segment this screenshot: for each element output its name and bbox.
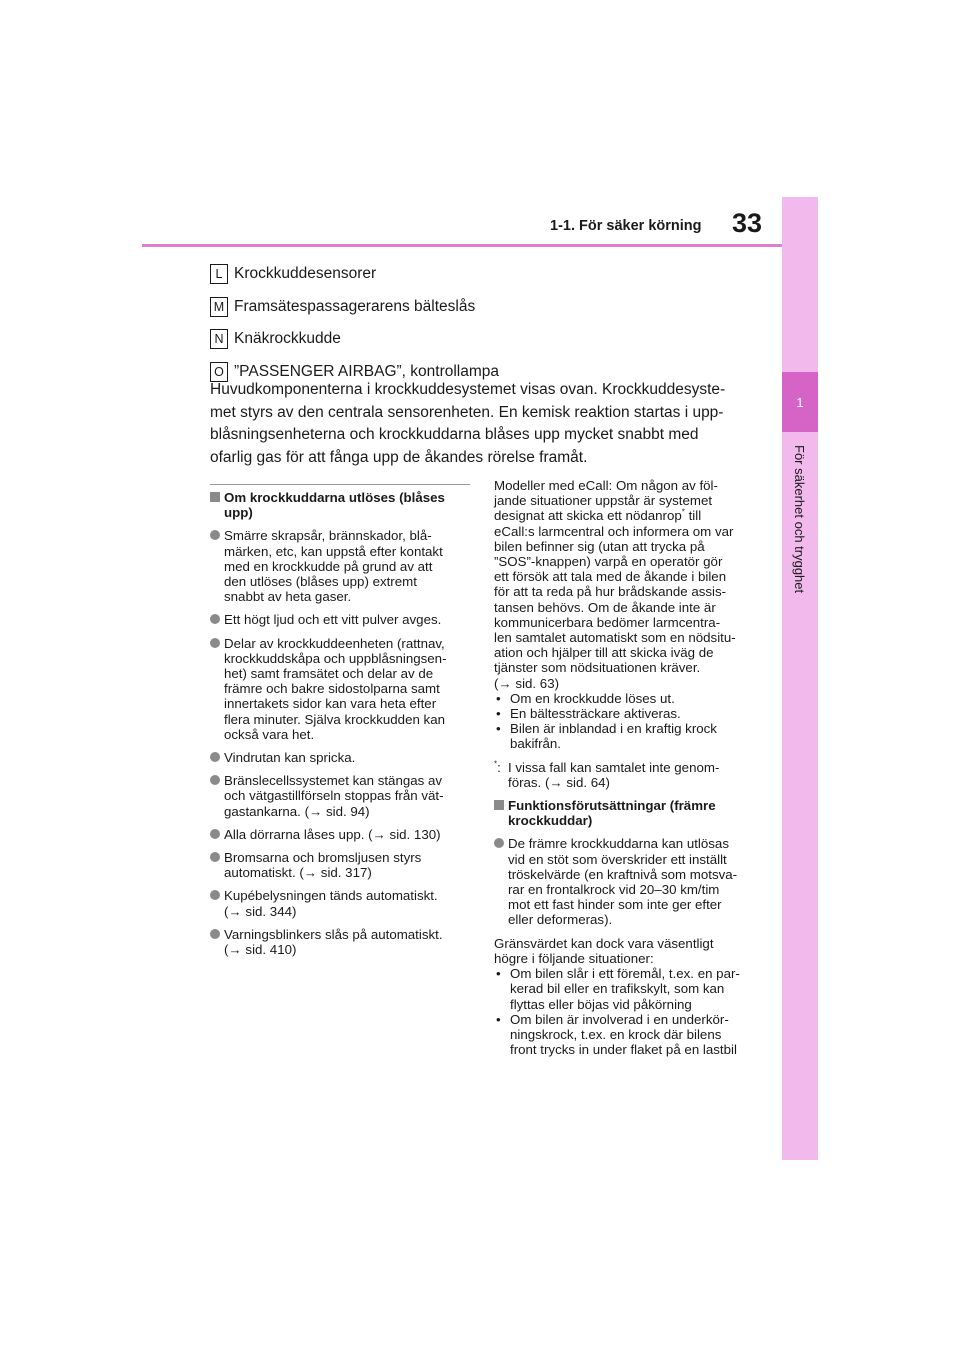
list-bullet: •: [496, 690, 501, 706]
ecall-line: tjänster som nödsituationen kräver.: [494, 660, 701, 676]
footnote-star: *: [494, 759, 498, 769]
heading-line: krockkuddar): [508, 813, 593, 829]
square-bullet-icon: [494, 800, 504, 810]
circle-bullet-icon: [210, 852, 220, 862]
bullet-line: Ett högt ljud och ett vitt pulver avges.: [224, 612, 442, 628]
bullet-item: [210, 888, 472, 918]
list-bullet: •: [496, 1011, 501, 1027]
bullet-item: [210, 636, 472, 742]
bullet-item: [210, 850, 472, 880]
ecall-line: tansen behövs. Om de åkande inte är: [494, 599, 716, 615]
legend-item: [210, 291, 770, 324]
ecall-paragraph: [494, 478, 764, 691]
circle-bullet-icon: [210, 530, 220, 540]
heading-line: Om krockkuddarna utlöses (blåses: [224, 490, 445, 505]
component-legend: [210, 258, 770, 388]
intro-line: blåsningsenheterna och krockkuddarna blåses upp mycket snabbt med: [210, 426, 699, 443]
ecall-line: ”SOS”-knappen) varpå en operatör gör: [494, 554, 723, 570]
ecall-text: designat att skicka ett nödanrop: [494, 508, 682, 524]
circle-bullet-icon: [210, 890, 220, 900]
footnote-mark: [494, 760, 508, 790]
circle-bullet-icon: [210, 752, 220, 762]
bullet-line: snabbt av heta gaser.: [224, 589, 352, 605]
bullet-line: och vätgastillförseln stoppas från vät-: [224, 788, 444, 804]
legend-letter: N: [210, 329, 228, 349]
heading-text: [224, 490, 445, 520]
section-heading: [210, 490, 472, 520]
limit-line: högre i följande situationer:: [494, 950, 654, 966]
bullet-item: [210, 528, 472, 604]
chapter-label: För säkerhet och trygghet: [792, 445, 807, 594]
ecall-line: Modeller med eCall: Om någon av föl-: [494, 478, 718, 493]
bullet-line: (→ sid. 344): [224, 903, 297, 919]
bullet-line: Vindrutan kan spricka.: [224, 750, 356, 766]
bullet-item: [210, 827, 472, 842]
list-bullet: •: [496, 706, 501, 722]
bullet-item: [494, 836, 764, 927]
header-rule: [142, 244, 782, 247]
bullet-line: automatiskt. (→ sid. 317): [224, 865, 372, 881]
footnote-text: [508, 760, 719, 790]
bullet-text: [224, 827, 441, 842]
bullet-text: [224, 750, 355, 765]
bullet-text: [508, 836, 737, 927]
heading-line: upp): [224, 505, 253, 521]
list-text: [510, 966, 740, 1012]
legend-text: Framsätespassagerarens bälteslås: [234, 297, 476, 315]
ecall-line: [494, 508, 764, 523]
list-text: [510, 691, 675, 706]
footnote-line: I vissa fall kan samtalet inte genom-: [508, 759, 720, 775]
page-number: 33: [732, 208, 763, 238]
bullet-text: [224, 888, 438, 918]
footnote-colon: :: [497, 759, 501, 775]
list-bullet: •: [496, 721, 501, 737]
bullet-line: rar en frontalkrock vid 20–30 km/tim: [508, 882, 720, 898]
ecall-line: för att ta reda på hur brådskande assis-: [494, 584, 727, 600]
ecall-line: ation och hjälper till att skicka iväg de: [494, 645, 714, 661]
list-text: [510, 1012, 737, 1058]
bullet-text: [224, 773, 444, 819]
intro-paragraph: [210, 379, 770, 469]
bullet-text: [224, 850, 421, 880]
limit-list-item: [494, 966, 764, 1012]
limit-paragraph: [494, 936, 764, 966]
list-line: Om en krockkudde löses ut.: [510, 690, 675, 706]
legend-item: [210, 323, 770, 356]
bullet-line: med en krockkudde på grund av att: [224, 558, 433, 574]
bullet-line: märken, etc, kan uppstå efter kontakt: [224, 543, 443, 559]
ecall-list-item: [494, 691, 764, 706]
bullet-text: [224, 636, 447, 742]
ecall-line: jande situationer uppstår är systemet: [494, 493, 713, 509]
intro-line: ofarlig gas för att fånga upp de åkandes rörelse framåt.: [210, 448, 588, 466]
bullet-line: flera minuter. Själva krockkudden kan: [224, 711, 445, 727]
footnote-marker: *: [681, 507, 685, 517]
list-line: ningskrock, t.ex. en krock där bilens: [510, 1026, 722, 1042]
ecall-line: eCall:s larmcentral och informera om var: [494, 523, 734, 539]
chapter-number-tab: [782, 372, 818, 432]
bullet-line: (→ sid. 410): [224, 942, 297, 958]
bullet-item: [210, 612, 472, 627]
legend-letter: M: [210, 297, 228, 317]
bullet-line: vid en stöt som överskrider ett inställt: [508, 851, 727, 867]
heading-line: Funktionsförutsättningar (främre: [508, 798, 716, 814]
bullet-line: den utlöses (blåses upp) extremt: [224, 574, 417, 590]
section-heading: [494, 798, 764, 828]
limit-line: Gränsvärdet kan dock vara väsentligt: [494, 935, 714, 951]
list-line: Om bilen är involverad i en underkör-: [510, 1011, 729, 1027]
ecall-line: (→ sid. 63): [494, 675, 560, 691]
bullet-line: mot ett fast hinder som inte ger efter: [508, 897, 722, 913]
circle-bullet-icon: [210, 929, 220, 939]
right-column: [494, 478, 764, 1057]
list-line: kerad bil eller en trafikskylt, som kan: [510, 981, 725, 997]
bullet-line: Bränslecellssystemet kan stängas av: [224, 773, 443, 789]
bullet-line: eller deformeras).: [508, 912, 613, 928]
bullet-line: Bromsarna och bromsljusen styrs: [224, 850, 422, 866]
list-line: Bilen är inblandad i en kraftig krock: [510, 721, 717, 737]
bullet-line: Delar av krockkuddeenheten (rattnav,: [224, 635, 445, 651]
chapter-side-tab: [782, 197, 818, 1160]
intro-line: Huvudkomponenterna i krockkuddesystemet visas ovan. Krockkuddesyste-: [210, 381, 726, 398]
heading-text: [508, 798, 716, 828]
bullet-text: [224, 927, 443, 957]
list-line: En bältessträckare aktiveras.: [510, 706, 681, 722]
section-title: 1-1. För säker körning: [550, 218, 702, 234]
bullet-line: främre och bakre sidostolparna samt: [224, 681, 440, 697]
bullet-line: Kupébelysningen tänds automatiskt.: [224, 888, 438, 904]
legend-text: ”PASSENGER AIRBAG”, kontrollampa: [234, 362, 500, 380]
ecall-list-item: [494, 721, 764, 751]
legend-text: Krockkuddesensorer: [234, 265, 377, 283]
bullet-item: [210, 927, 472, 957]
legend-letter: O: [210, 362, 228, 382]
bullet-line: Varningsblinkers slås på automatiskt.: [224, 926, 443, 942]
ecall-line: ett försök att tala med de åkande i bilen: [494, 569, 727, 585]
legend-letter: L: [210, 264, 228, 284]
limit-list-item: [494, 1012, 764, 1058]
list-text: [510, 706, 681, 721]
circle-bullet-icon: [210, 638, 220, 648]
square-bullet-icon: [210, 492, 220, 502]
bullet-line: krockkuddskåpa och uppblåsningsen-: [224, 650, 447, 666]
bullet-line: Smärre skrapsår, brännskador, blå-: [224, 528, 432, 544]
bullet-line: Alla dörrarna låses upp. (→ sid. 130): [224, 826, 441, 842]
bullet-item: [210, 750, 472, 765]
circle-bullet-icon: [210, 829, 220, 839]
circle-bullet-icon: [210, 775, 220, 785]
ecall-line: len samtalet automatiskt som en nödsitu-: [494, 630, 736, 646]
ecall-line: bilen befinner sig (utan att trycka på: [494, 538, 705, 554]
bullet-line: De främre krockkuddarna kan utlösas: [508, 836, 729, 852]
ecall-list-item: [494, 706, 764, 721]
bullet-text: [224, 612, 441, 627]
bullet-line: också vara het.: [224, 726, 315, 742]
left-column: [210, 484, 472, 965]
bullet-text: [224, 528, 443, 604]
list-line: front trycks in under flaket på en lastbil: [510, 1042, 737, 1058]
bullet-line: gastankarna. (→ sid. 94): [224, 803, 370, 819]
bullet-line: tröskelvärde (en kraftnivå som motsva-: [508, 866, 738, 882]
chapter-number: 1: [796, 394, 804, 410]
bullet-line: het) samt framsätet och delar av de: [224, 666, 434, 682]
intro-line: met styrs av den centrala sensorenheten. En kemisk reaktion startas i upp-: [210, 403, 724, 421]
footnote: [494, 760, 764, 790]
circle-bullet-icon: [494, 838, 504, 848]
legend-item: [210, 258, 770, 291]
list-line: Om bilen slår i ett föremål, t.ex. en par-: [510, 966, 740, 982]
column-rule: [210, 484, 470, 485]
bullet-line: innertakets sidor kan vara heta efter: [224, 696, 437, 712]
bullet-item: [210, 773, 472, 819]
list-line: flyttas eller böjas vid påkörning: [510, 996, 692, 1012]
list-line: bakifrån.: [510, 736, 561, 752]
list-text: [510, 721, 717, 751]
legend-text: Knäkrockkudde: [234, 330, 341, 348]
footnote-line: föras. (→ sid. 64): [508, 774, 610, 790]
circle-bullet-icon: [210, 614, 220, 624]
list-bullet: •: [496, 966, 501, 982]
ecall-line: kommunicerbara bedömer larmcentra-: [494, 614, 721, 630]
ecall-text: till: [684, 508, 702, 524]
